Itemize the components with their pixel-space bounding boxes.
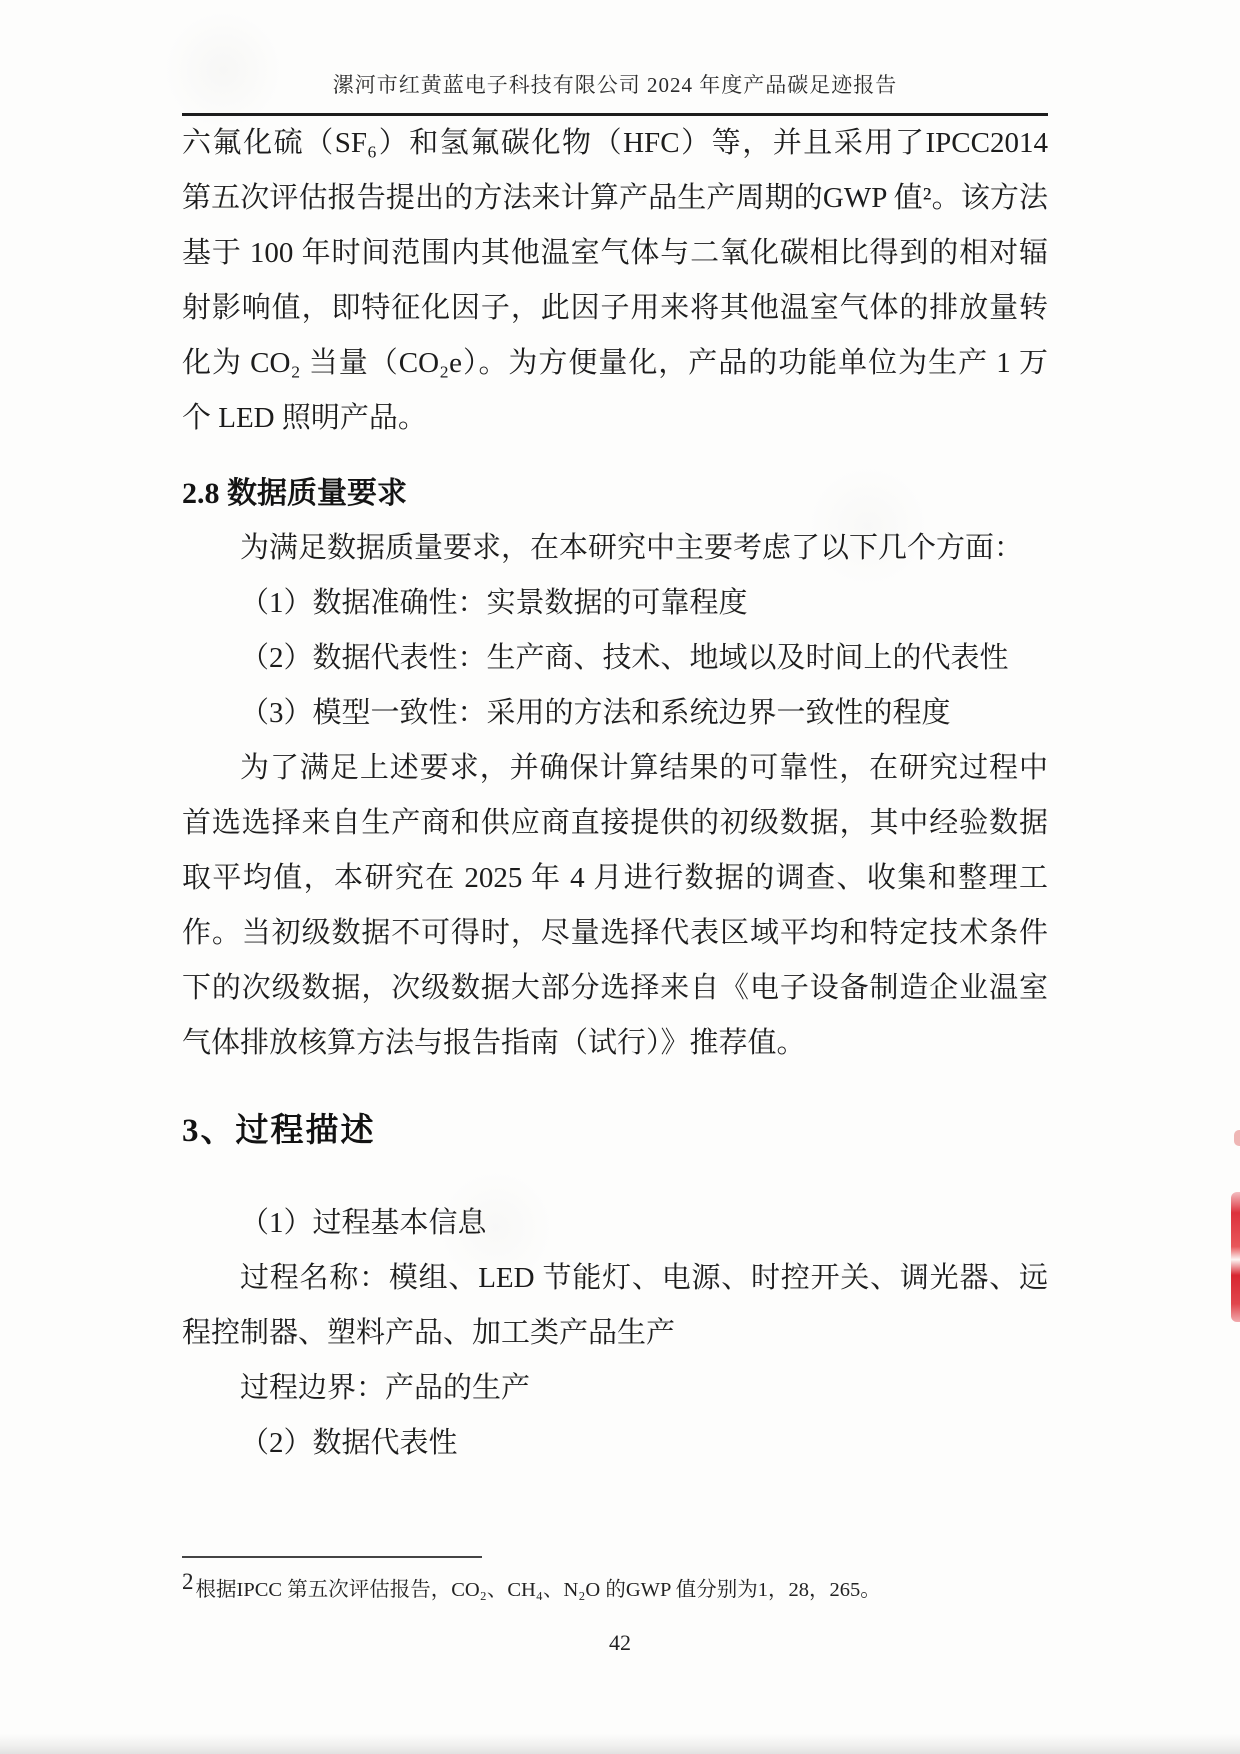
- section-heading-2-8: 2.8 数据质量要求: [182, 477, 407, 510]
- paragraph-process-boundary: 过程边界：产品的生产: [240, 1372, 531, 1404]
- page-number: 42: [609, 1630, 631, 1655]
- list-item-representativeness: （2）数据代表性：生产商、技术、地域以及时间上的代表性: [240, 642, 1009, 674]
- red-stamp-edge-dot: [1234, 1130, 1240, 1146]
- scan-edge-artifact: [0, 1734, 1240, 1754]
- footnote-area: [182, 1556, 1048, 1605]
- footnote: [182, 1569, 1048, 1605]
- chapter-heading-3: 3、过程描述: [182, 1113, 376, 1149]
- paragraph-intro: 六氟化硫（SF₆）和氢氟碳化物（HFC）等，并且采用了IPCC2014 第五次评估报告提出的方法来计算产品生产周期的GWP 值²。该方法基于 100 年时间范围内其他温室气体与二氧化碳相比得到的相对辐射影响值，即特征化因子，此因子用来将其他温室气体的排放量转化为 CO₂ 当量（CO₂e）。为方便量化，产品的功能单位为生产 1 万个 LED 照明产品。: [182, 127, 1048, 434]
- footnote-text: 根据IPCC 第五次评估报告，CO₂、CH₄、N₂O 的GWP 值分别为1，28，265。: [195, 1579, 881, 1601]
- red-stamp-edge-mark: [1231, 1192, 1240, 1322]
- footnote-separator: [182, 1556, 482, 1558]
- page-header: 漯河市红黄蓝电子科技有限公司 2024 年度产品碳足迹报告: [332, 73, 898, 97]
- footnote-marker: 2: [182, 1569, 194, 1594]
- quality-requirement-list: [182, 576, 1048, 741]
- chapter-item-basic-info: （1）过程基本信息: [240, 1207, 487, 1239]
- list-item-consistency: （3）模型一致性：采用的方法和系统边界一致性的程度: [240, 697, 951, 729]
- page-content: [182, 0, 1048, 1471]
- chapter-body: [182, 1196, 1048, 1471]
- chapter-item-representativeness: （2）数据代表性: [240, 1427, 458, 1459]
- paragraph-section-lead: 为满足数据质量要求，在本研究中主要考虑了以下几个方面：: [240, 532, 1024, 564]
- paragraph-process-name: 过程名称：模组、LED 节能灯、电源、时控开关、调光器、远程控制器、塑料产品、加工类产品生产: [182, 1262, 1048, 1349]
- paragraph-section-detail: 为了满足上述要求，并确保计算结果的可靠性，在研究过程中首选选择来自生产商和供应商直接提供的初级数据，其中经验数据取平均值，本研究在 2025 年 4 月进行数据的调查、收集和整理工作。当初级数据不可得时，尽量选择代表区域平均和特定技术条件下的次级数据，次级数据大部分选择来自《电子设备制造企业温室气体排放核算方法与报告指南（试行）》推荐值。: [182, 752, 1048, 1059]
- list-item-accuracy: （1）数据准确性：实景数据的可靠程度: [240, 587, 748, 619]
